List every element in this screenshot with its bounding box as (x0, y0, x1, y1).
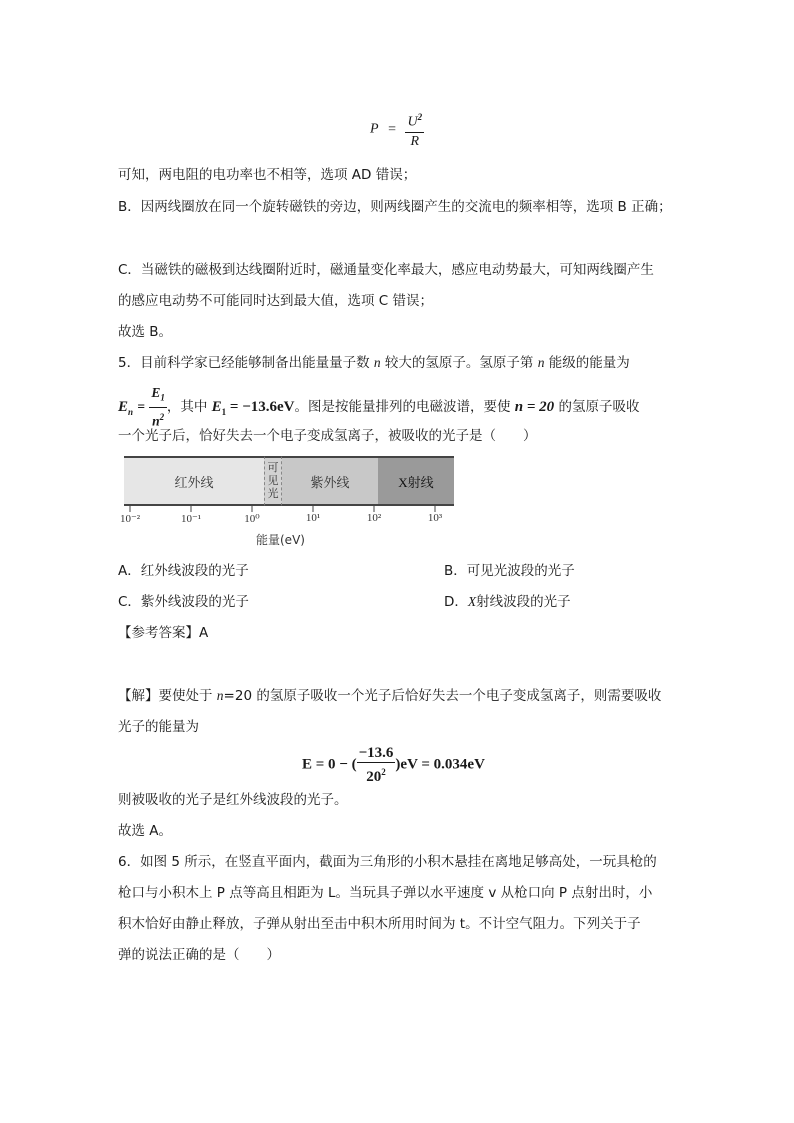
segment-ultraviolet-label: 紫外线 (310, 474, 350, 490)
q6-line-1: 6．如图 5 所示，在竖直平面内，截面为三角形的小积木悬挂在离地足够高处，一玩具枪的 (118, 854, 657, 870)
option-d (444, 592, 571, 612)
power-formula (370, 108, 424, 151)
energy-formula-den-sup: 2 (381, 767, 386, 777)
spectrum-axis-label: 能量(eV) (256, 533, 305, 547)
tick-label-1: 10⁻¹ (180, 513, 202, 525)
text-line-2: B．因两线圈放在同一个旋转磁铁的旁边，则两线圈产生的交流电的频率相等，选项 B 正确； (118, 199, 672, 215)
q6-line-4: 弹的说法正确的是（ ） (118, 947, 280, 963)
text-line-5: 故选 B。 (118, 324, 173, 340)
energy-formula-den: 20 (366, 769, 382, 785)
option-d-italic: X (467, 594, 477, 609)
segment-visible-char-2: 见 (267, 474, 279, 487)
solution-a: 【解】要使处于 (118, 688, 217, 704)
solution-choose: 故选 A。 (118, 823, 173, 839)
q6-line-2: 枪口与小积木上 P 点等高且相距为 L。当玩具子弹以水平速度 v 从枪口向 P 点射出时，小 (118, 885, 653, 901)
q5-intro-c: 能级的能量为 (544, 355, 630, 371)
segment-infrared-label: 红外线 (174, 474, 214, 490)
text-line-1: 可知，两电阻的电功率也不相等，选项 AD 错误； (118, 167, 417, 183)
answer-label: 【参考答案】A (118, 625, 209, 641)
segment-infrared (124, 456, 264, 506)
option-c: C．紫外线波段的光子 (118, 594, 249, 610)
solution-line-1 (118, 686, 661, 706)
q5-n-eq: n = 20 (514, 399, 555, 416)
q5-text-after: 。图是按能量排列的电磁波谱，要使 (294, 399, 515, 416)
q5-en (118, 399, 134, 418)
q5-intro-n: n (373, 355, 381, 370)
q5-formula-line (118, 384, 639, 430)
tick-label-5: 10³ (427, 512, 443, 524)
text-line-4: 的感应电动势不可能同时达到最大值，选项 C 错误； (118, 293, 434, 309)
q5-e1-value: = −13.6eV (226, 399, 295, 416)
text-line-3: C．当磁铁的磁极到达线圈附近时，磁通量变化率最大，感应电动势最大，可知两线圈产生 (118, 262, 654, 278)
power-formula-eq: = (388, 121, 396, 137)
power-formula-num: U (407, 114, 418, 130)
q5-en-num-sub: 1 (160, 392, 165, 403)
q5-intro-a: 5．目前科学家已经能够制备出能量量子数 (118, 355, 374, 371)
segment-xray-label: X射线 (398, 474, 434, 490)
power-formula-fraction (405, 108, 424, 151)
energy-formula-lhs: E = 0 − ( (302, 756, 357, 773)
option-d-rest: 射线波段的光子 (476, 594, 571, 610)
q5-en-eq: = (137, 399, 146, 415)
tick-label-4: 10² (366, 512, 382, 524)
solution-conclusion: 则被吸收的光子是红外线波段的光子。 (118, 792, 348, 808)
power-formula-lhs: P (370, 121, 379, 137)
q5-intro-n2: n (537, 355, 545, 370)
q5-intro-b: 较大的氢原子。氢原子第 (380, 355, 538, 371)
option-a: A．红外线波段的光子 (118, 563, 249, 579)
tick-label-2: 10⁰ (244, 513, 260, 525)
segment-xray (378, 456, 454, 506)
option-b: B．可见光波段的光子 (444, 563, 575, 579)
q5-en-den-sup: 2 (159, 411, 165, 422)
segment-visible-char-3: 光 (267, 487, 279, 500)
solution-b: =20 的氢原子吸收一个光子后恰好失去一个电子变成氢离子，则需要吸收 (223, 688, 662, 704)
tick-label-0: 10⁻² (119, 513, 141, 525)
q5-text-end: 的氢原子吸收 (554, 399, 640, 416)
q5-en-den: n (152, 413, 160, 429)
q6-line-3: 积木恰好由静止释放，子弹从射出至击中积木所用时间为 t。不计空气阻力。下列关于子 (118, 916, 641, 932)
q5-e1-sym: E (211, 399, 222, 416)
energy-formula (302, 744, 485, 786)
q5-en-num: E (151, 385, 161, 400)
q5-intro (118, 353, 630, 373)
energy-formula-rhs: )eV = 0.034eV (395, 756, 485, 773)
segment-visible (264, 456, 282, 506)
q5-line-2: 一个光子后，恰好失去一个电子变成氢离子，被吸收的光子是（ ） (118, 428, 537, 444)
spectrum-figure (118, 452, 458, 552)
energy-formula-num: −13.6 (358, 745, 394, 761)
power-formula-den: R (410, 133, 420, 149)
q5-en-sub: n (128, 407, 134, 418)
option-d-prefix: D． (444, 594, 468, 610)
q5-e1 (211, 399, 295, 418)
q5-text-mid: ，其中 (166, 399, 212, 416)
segment-visible-char-1: 可 (267, 461, 279, 474)
q5-en-lhs: E (118, 399, 129, 416)
tick-label-3: 10¹ (305, 512, 321, 524)
power-formula-num-sup: 2 (417, 112, 423, 122)
solution-line-2: 光子的能量为 (118, 719, 199, 735)
q5-e1-sub: 1 (221, 407, 227, 418)
segment-ultraviolet (282, 456, 378, 506)
q5-en-fraction (149, 384, 167, 430)
solution-n: n (216, 688, 224, 703)
energy-formula-fraction (357, 744, 396, 786)
